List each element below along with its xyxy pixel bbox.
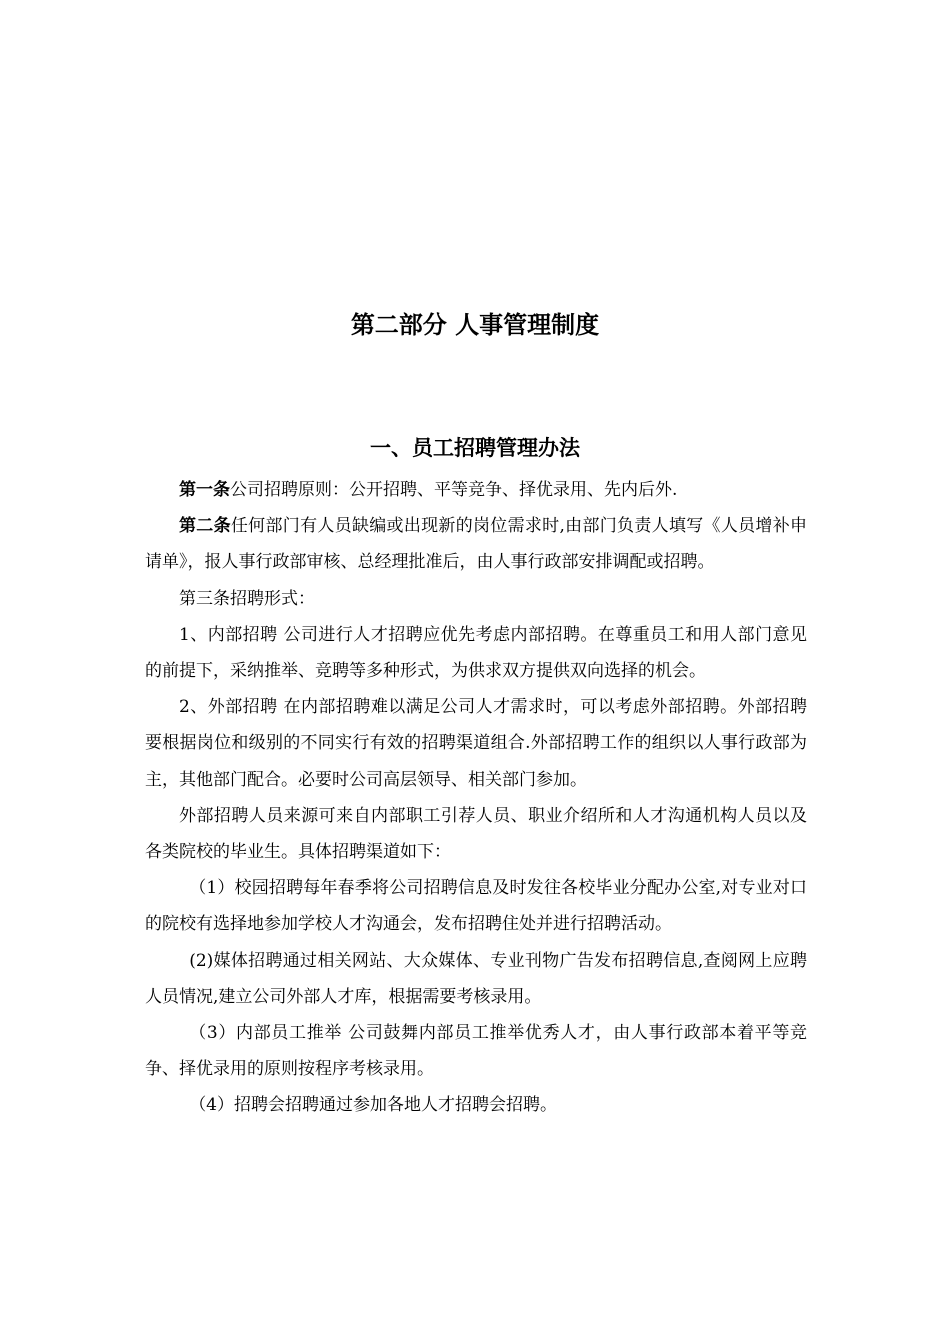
employee-referral-paragraph: （3）内部员工推举 公司鼓舞内部员工推举优秀人才，由人事行政部本着平等竞争、择优录用的原则按程序考核录用。 bbox=[145, 1023, 807, 1080]
article-text: 招聘形式： bbox=[230, 588, 315, 609]
article-label: 第一条 bbox=[179, 480, 230, 500]
campus-recruitment-paragraph: （1）校园招聘每年春季将公司招聘信息及时发往各校毕业分配办公室,对专业对口的院校有选择地参加学校人才沟通会，发布招聘住处并进行招聘活动。 bbox=[145, 878, 807, 935]
article-label: 第三条 bbox=[179, 588, 230, 609]
article-1 bbox=[145, 472, 807, 508]
part-title: 第二部分 人事管理制度 bbox=[350, 311, 600, 339]
internal-recruitment-paragraph: 1、内部招聘 公司进行人才招聘应优先考虑内部招聘。在尊重员工和用人部门意见的前提下，采纳推举、竞聘等多种形式，为供求双方提供双向选择的机会。 bbox=[145, 624, 807, 682]
job-fair-paragraph: （4）招聘会招聘通过参加各地人才招聘会招聘。 bbox=[189, 1095, 558, 1116]
external-sources-paragraph: 外部招聘人员来源可来自内部职工引荐人员、职业介绍所和人才沟通机构人员以及各类院校的毕业生。具体招聘渠道如下： bbox=[145, 805, 807, 863]
article-2 bbox=[145, 508, 807, 580]
article-label: 第二条 bbox=[179, 516, 231, 537]
article-3 bbox=[145, 581, 807, 617]
section-title: 一、员工招聘管理办法 bbox=[370, 436, 580, 460]
article-text: 公司招聘原则：公开招聘、平等竞争、择优录用、先内后外. bbox=[230, 480, 678, 500]
media-recruitment-paragraph: (2)媒体招聘通过相关网站、大众媒体、专业刊物广告发布招聘信息,查阅网上应聘人员情况,建立公司外部人才库，根据需要考核录用。 bbox=[145, 950, 807, 1007]
external-recruitment-paragraph: 2、外部招聘 在内部招聘难以满足公司人才需求时，可以考虑外部招聘。外部招聘要根据岗位和级别的不同实行有效的招聘渠道组合.外部招聘工作的组织以人事行政部为主，其他部门配合。必要时公司高层领导、相关部门参加。 bbox=[145, 697, 807, 790]
article-text: 任何部门有人员缺编或出现新的岗位需求时,由部门负责人填写《人员增补申请单》，报人事行政部审核、总经理批准后，由人事行政部安排调配或招聘。 bbox=[145, 516, 808, 573]
document-body bbox=[145, 472, 807, 1124]
